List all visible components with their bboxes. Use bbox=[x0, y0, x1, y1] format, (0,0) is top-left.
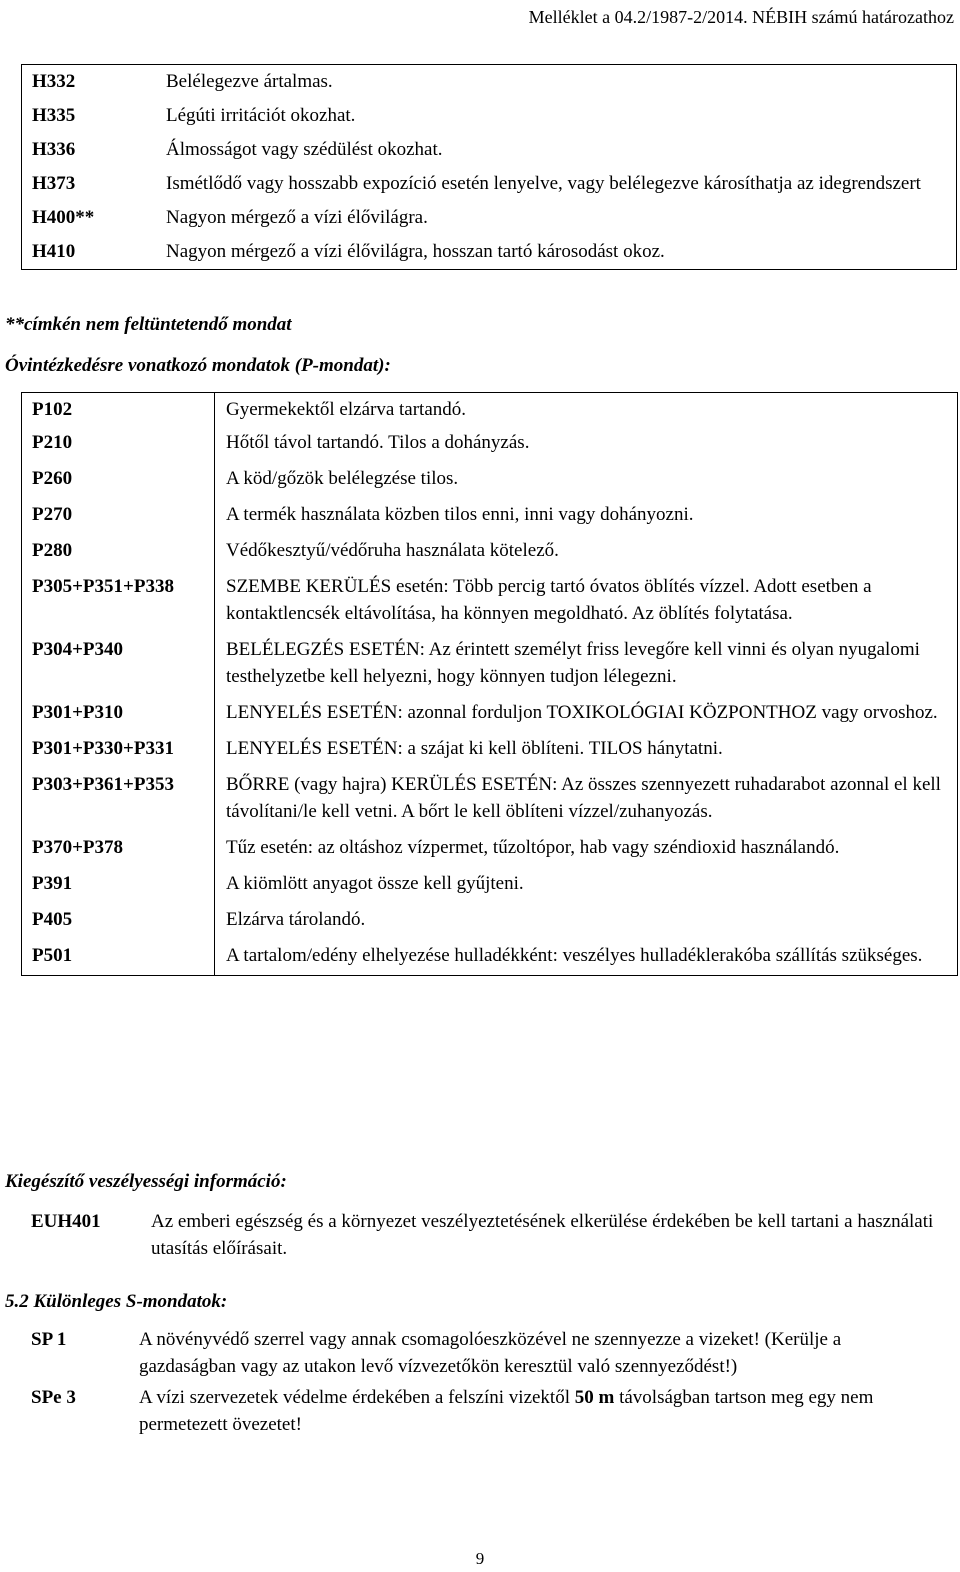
p-text: Elzárva tárolandó. bbox=[226, 909, 366, 930]
table-row bbox=[21, 1326, 941, 1384]
table-row bbox=[22, 573, 958, 636]
p-code: P370+P378 bbox=[22, 834, 215, 870]
h-text: Álmosságot vagy szédülést okozhat. bbox=[166, 139, 443, 160]
p-text: Védőkesztyű/védőruha használata kötelező. bbox=[226, 540, 559, 561]
supplementary-heading: Kiegészítő veszélyességi információ: bbox=[5, 1171, 287, 1192]
table-row bbox=[22, 99, 957, 133]
table-row bbox=[22, 699, 958, 735]
table-row bbox=[22, 870, 958, 906]
p-text: LENYELÉS ESETÉN: a szájat ki kell öblíteni. TILOS hánytatni. bbox=[226, 738, 723, 759]
h-text: Nagyon mérgező a vízi élővilágra, hosszan tartó károsodást okoz. bbox=[166, 241, 665, 262]
table-row bbox=[22, 133, 957, 167]
p-text: SZEMBE KERÜLÉS esetén: Több percig tartó óvatos öblítés vízzel. Adott esetben a kontaktlencsék eltávolítása, ha könnyen megoldható. Az öblítés folytatása. bbox=[226, 576, 872, 624]
p-code: P301+P310 bbox=[22, 699, 215, 735]
p-code: P391 bbox=[22, 870, 215, 906]
p-statements-table bbox=[21, 392, 958, 976]
p-code: P102 bbox=[22, 393, 215, 430]
p-code: P210 bbox=[22, 429, 215, 465]
p-text: A termék használata közben tilos enni, inni vagy dohányozni. bbox=[226, 504, 694, 525]
s-statements-heading: 5.2 Különleges S-mondatok: bbox=[5, 1291, 228, 1312]
p-code: P305+P351+P338 bbox=[22, 573, 215, 636]
s-code: SP 1 bbox=[31, 1329, 67, 1350]
euh-text: Az emberi egészség és a környezet veszélyeztetésének elkerülése érdekében be kell tartani a használati utasítás előírásait. bbox=[151, 1211, 934, 1259]
h-text: Légúti irritációt okozhat. bbox=[166, 105, 356, 126]
p-code: P501 bbox=[22, 942, 215, 976]
p-text: LENYELÉS ESETÉN: azonnal forduljon TOXIKOLÓGIAI KÖZPONTHOZ vagy orvoshoz. bbox=[226, 702, 938, 723]
page-header: Melléklet a 04.2/1987-2/2014. NÉBIH számú határozathoz bbox=[528, 7, 954, 27]
p-text: Tűz esetén: az oltáshoz vízpermet, tűzoltópor, hab vagy széndioxid használandó. bbox=[226, 837, 840, 858]
s-code: SPe 3 bbox=[31, 1387, 76, 1408]
table-row bbox=[22, 465, 958, 501]
p-code: P405 bbox=[22, 906, 215, 942]
h-code: H335 bbox=[32, 105, 76, 126]
p-text: A köd/gőzök belélegzése tilos. bbox=[226, 468, 459, 489]
h-text: Belélegezve ártalmas. bbox=[166, 71, 333, 92]
p-text: Hőtől távol tartandó. Tilos a dohányzás. bbox=[226, 432, 530, 453]
s-text-part: távolságban tartson meg egy nem permetezett övezetet! bbox=[139, 1387, 874, 1435]
s-text-part: A vízi szervezetek védelme érdekében a felszíni vizektől bbox=[139, 1387, 575, 1408]
p-code: P280 bbox=[22, 537, 215, 573]
p-statements-heading: Óvintézkedésre vonatkozó mondatok (P-mondat): bbox=[5, 355, 391, 376]
p-code: P303+P361+P353 bbox=[22, 771, 215, 834]
euh-code: EUH401 bbox=[31, 1211, 101, 1232]
p-text: A tartalom/edény elhelyezése hulladékként: veszélyes hulladéklerakóba szállítás szükséges. bbox=[226, 945, 923, 966]
h-code: H400** bbox=[32, 207, 95, 228]
h-code: H332 bbox=[32, 71, 76, 92]
h-text: Nagyon mérgező a vízi élővilágra. bbox=[166, 207, 428, 228]
s-statements-table bbox=[21, 1326, 941, 1442]
table-row bbox=[22, 393, 958, 430]
p-code: P301+P330+P331 bbox=[22, 735, 215, 771]
s-text bbox=[139, 1384, 941, 1442]
footnote: **címkén nem feltüntetendő mondat bbox=[5, 314, 292, 335]
distance-value: 50 m bbox=[574, 1387, 615, 1408]
p-text: A kiömlött anyagot össze kell gyűjteni. bbox=[226, 873, 524, 894]
table-row bbox=[22, 906, 958, 942]
table-row bbox=[22, 429, 958, 465]
table-row bbox=[22, 65, 957, 100]
supplementary-table bbox=[21, 1208, 941, 1262]
table-row bbox=[22, 201, 957, 235]
h-code: H410 bbox=[32, 241, 76, 262]
p-text: BŐRRE (vagy hajra) KERÜLÉS ESETÉN: Az összes szennyezett ruhadarabot azonnal el kell távolítani/le kell vetni. A bőrt le kell öblíteni vízzel/zuhanyozás. bbox=[226, 774, 941, 822]
table-row bbox=[22, 636, 958, 699]
p-code: P270 bbox=[22, 501, 215, 537]
table-row bbox=[22, 167, 957, 201]
h-code: H373 bbox=[32, 173, 76, 194]
table-row bbox=[21, 1208, 941, 1262]
h-code: H336 bbox=[32, 139, 76, 160]
table-row bbox=[21, 1384, 941, 1442]
table-row bbox=[22, 537, 958, 573]
p-text: BELÉLEGZÉS ESETÉN: Az érintett személyt friss levegőre kell vinni és olyan nyugalomi testhelyzetbe kell helyezni, hogy könnyen tudjon lélegezni. bbox=[226, 639, 920, 687]
table-row bbox=[22, 771, 958, 834]
p-code: P260 bbox=[22, 465, 215, 501]
p-code: P304+P340 bbox=[22, 636, 215, 699]
table-row bbox=[22, 942, 958, 976]
table-row bbox=[22, 735, 958, 771]
p-text: Gyermekektől elzárva tartandó. bbox=[226, 399, 467, 420]
table-row bbox=[22, 834, 958, 870]
page-number: 9 bbox=[475, 1549, 485, 1568]
h-statements-table bbox=[21, 64, 957, 270]
table-row bbox=[22, 235, 957, 270]
table-row bbox=[22, 501, 958, 537]
h-text: Ismétlődő vagy hosszabb expozíció esetén lenyelve, vagy belélegezve károsíthatja az idegrendszert bbox=[166, 173, 921, 194]
s-text: A növényvédő szerrel vagy annak csomagolóeszközével ne szennyezze a vizeket! (Kerülje a gazdaságban vagy az utakon levő vízvezetőkön keresztül való szennyeződést!) bbox=[139, 1329, 842, 1377]
